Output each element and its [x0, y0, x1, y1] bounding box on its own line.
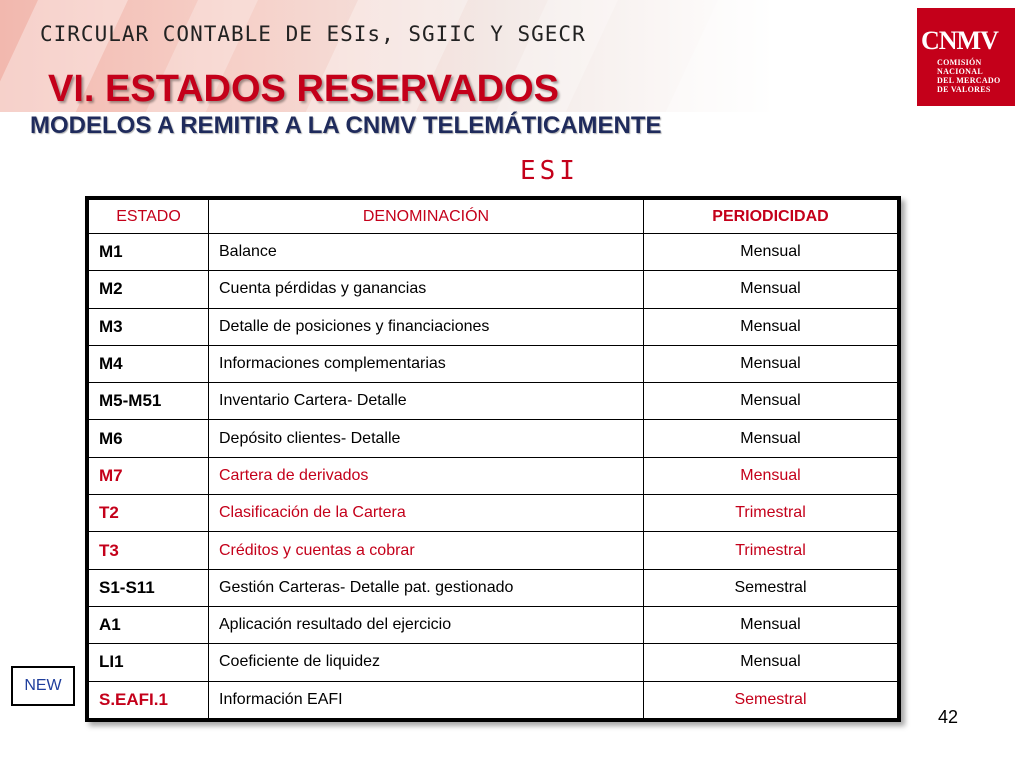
- table-row: [89, 644, 898, 681]
- logo-subtitle: [917, 58, 1015, 94]
- estado-cell: M2: [89, 271, 209, 308]
- estado-cell: S1-S11: [89, 569, 209, 606]
- logo-line: COMISIÓN: [937, 58, 982, 67]
- periodicidad-cell: Mensual: [644, 345, 898, 382]
- denominacion-cell: Información EAFI: [209, 681, 644, 718]
- periodicidad-cell: Semestral: [644, 569, 898, 606]
- periodicidad-cell: Semestral: [644, 681, 898, 718]
- states-table-container: [85, 196, 901, 722]
- page-subtitle: MODELOS A REMITIR A LA CNMV TELEMÁTICAMENTE: [30, 112, 662, 139]
- periodicidad-cell: Mensual: [644, 606, 898, 643]
- table-row: [89, 271, 898, 308]
- header-title: CIRCULAR CONTABLE DE ESIs, SGIIC Y SGECR: [40, 22, 586, 46]
- periodicidad-cell: Mensual: [644, 234, 898, 271]
- estado-cell: M1: [89, 234, 209, 271]
- table-row: [89, 234, 898, 271]
- logo-name: CNMV: [921, 26, 998, 55]
- periodicidad-cell: Mensual: [644, 271, 898, 308]
- denominacion-cell: Detalle de posiciones y financiaciones: [209, 308, 644, 345]
- table-row: [89, 383, 898, 420]
- table-row: [89, 681, 898, 718]
- banner-stripe: [653, 0, 818, 112]
- table-row: [89, 420, 898, 457]
- denominacion-cell: Depósito clientes- Detalle: [209, 420, 644, 457]
- periodicidad-cell: Mensual: [644, 644, 898, 681]
- table-row: [89, 569, 898, 606]
- estado-cell: A1: [89, 606, 209, 643]
- estado-cell: T2: [89, 495, 209, 532]
- table-row: [89, 345, 898, 382]
- page-title: VI. ESTADOS RESERVADOS: [48, 68, 559, 110]
- logo-line: NACIONAL: [937, 67, 983, 76]
- header-denominacion: DENOMINACIÓN: [209, 200, 644, 234]
- estado-cell: M3: [89, 308, 209, 345]
- table-row: [89, 457, 898, 494]
- denominacion-cell: Clasificación de la Cartera: [209, 495, 644, 532]
- states-table: [88, 199, 898, 719]
- page-number: 42: [938, 707, 959, 727]
- table-row: [89, 308, 898, 345]
- denominacion-cell: Informaciones complementarias: [209, 345, 644, 382]
- denominacion-cell: Balance: [209, 234, 644, 271]
- header-estado: ESTADO: [89, 200, 209, 234]
- periodicidad-cell: Trimestral: [644, 495, 898, 532]
- denominacion-cell: Cuenta pérdidas y ganancias: [209, 271, 644, 308]
- periodicidad-cell: Mensual: [644, 457, 898, 494]
- denominacion-cell: Gestión Carteras- Detalle pat. gestionado: [209, 569, 644, 606]
- denominacion-cell: Inventario Cartera- Detalle: [209, 383, 644, 420]
- denominacion-cell: Coeficiente de liquidez: [209, 644, 644, 681]
- table-row: [89, 495, 898, 532]
- denominacion-cell: Aplicación resultado del ejercicio: [209, 606, 644, 643]
- estado-cell: M4: [89, 345, 209, 382]
- estado-cell: M6: [89, 420, 209, 457]
- cnmv-logo: [917, 8, 1015, 106]
- table-header-row: [89, 200, 898, 234]
- estado-cell: T3: [89, 532, 209, 569]
- denominacion-cell: Cartera de derivados: [209, 457, 644, 494]
- table-row: [89, 532, 898, 569]
- estado-cell: M7: [89, 457, 209, 494]
- denominacion-cell: Créditos y cuentas a cobrar: [209, 532, 644, 569]
- table-row: [89, 606, 898, 643]
- periodicidad-cell: Mensual: [644, 383, 898, 420]
- section-label: ESI: [520, 156, 579, 186]
- new-badge: NEW: [11, 666, 75, 706]
- estado-cell: LI1: [89, 644, 209, 681]
- periodicidad-cell: Trimestral: [644, 532, 898, 569]
- estado-cell: M5-M51: [89, 383, 209, 420]
- periodicidad-cell: Mensual: [644, 308, 898, 345]
- estado-cell: S.EAFI.1: [89, 681, 209, 718]
- logo-line: DE VALORES: [937, 85, 991, 94]
- header-periodicidad: PERIODICIDAD: [644, 200, 898, 234]
- logo-line: DEL MERCADO: [937, 76, 1001, 85]
- periodicidad-cell: Mensual: [644, 420, 898, 457]
- table-body: [89, 234, 898, 719]
